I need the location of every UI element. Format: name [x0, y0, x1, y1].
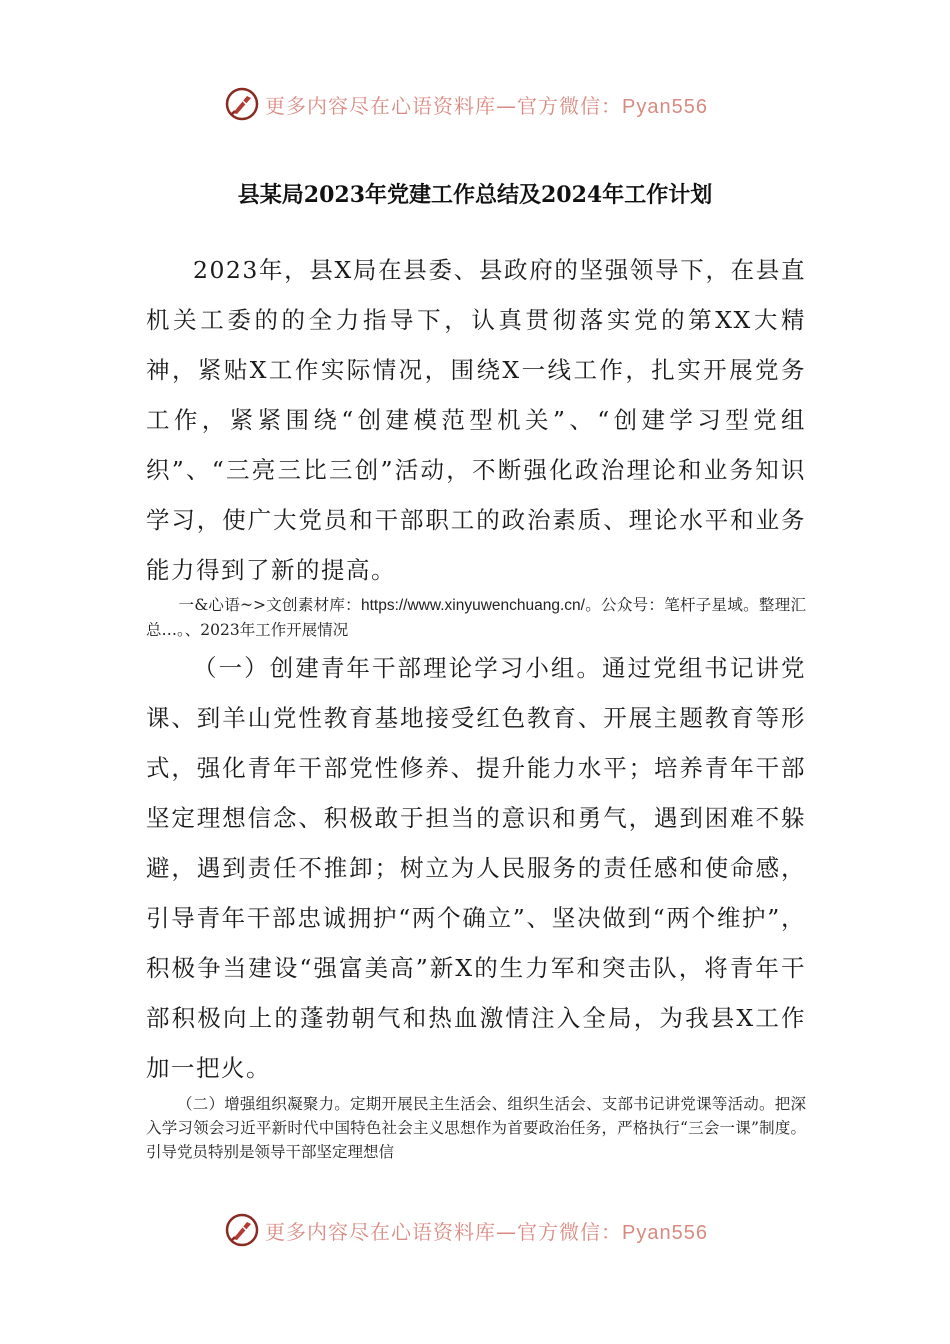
header-banner-text: 更多内容尽在心语资料库—官方微信：Pyan556 — [265, 93, 708, 118]
source-line: 一&心语~>文创素材库：https://www.xinyuwenchuang.cn/。公众号：笔杆子星域。整理汇总…。、2023年工作开展情况 — [146, 596, 806, 639]
wechat-id: Pyan556 — [622, 1221, 708, 1244]
header-banner — [225, 84, 708, 124]
section-1-paragraph: （一）创建青年干部理论学习小组。通过党组书记讲党课、到羊山党性教育基地接受红色教育、开展主题教育等形式，强化青年干部党性修养、提升能力水平；培养青年干部坚定理想信念、积极敢于担当的意识和勇气，遇到困难不躲避，遇到责任不推卸；树立为人民服务的责任感和使命感，引导青年干部忠诚拥护“两个确立”、坚决做到“两个维护”，积极争当建设“强富美高”新X的生力军和突击队，将青年干部积极向上的蓬勃朝气和热血激情注入全局，为我县X工作加一把火。 — [146, 654, 806, 1082]
intro-paragraph: 2023年，县X局在县委、县政府的坚强领导下，在县直机关工委的的全力指导下，认真贯彻落实党的第XX大精神，紧贴X工作实际情况，围绕X一线工作，扎实开展党务工作，紧紧围绕“创建模范型机关”、“创建学习型党组织”、“三亮三比三创”活动，不断强化政治理论和业务知识学习，使广大党员和干部职工的政治素质、理论水平和业务能力得到了新的提高。 — [146, 256, 806, 584]
footer-banner — [225, 1210, 708, 1250]
source-url: https://www.xinyuwenchuang.cn/ — [360, 597, 585, 614]
wechat-id: Pyan556 — [622, 95, 708, 118]
quill-pen-logo-icon — [225, 1213, 259, 1247]
quill-pen-logo-icon — [225, 87, 259, 121]
page-title: 县某局2023年党建工作总结及2024年工作计划 — [237, 182, 713, 208]
footer-banner-text: 更多内容尽在心语资料库—官方微信：Pyan556 — [265, 1219, 708, 1244]
section-2-paragraph: （二）增强组织凝聚力。定期开展民主生活会、组织生活会、支部书记讲党课等活动。把深入学习领会习近平新时代中国特色社会主义思想作为首要政治任务，严格执行“三会一课”制度。引导党员特别是领导干部坚定理想信 — [146, 1095, 806, 1161]
